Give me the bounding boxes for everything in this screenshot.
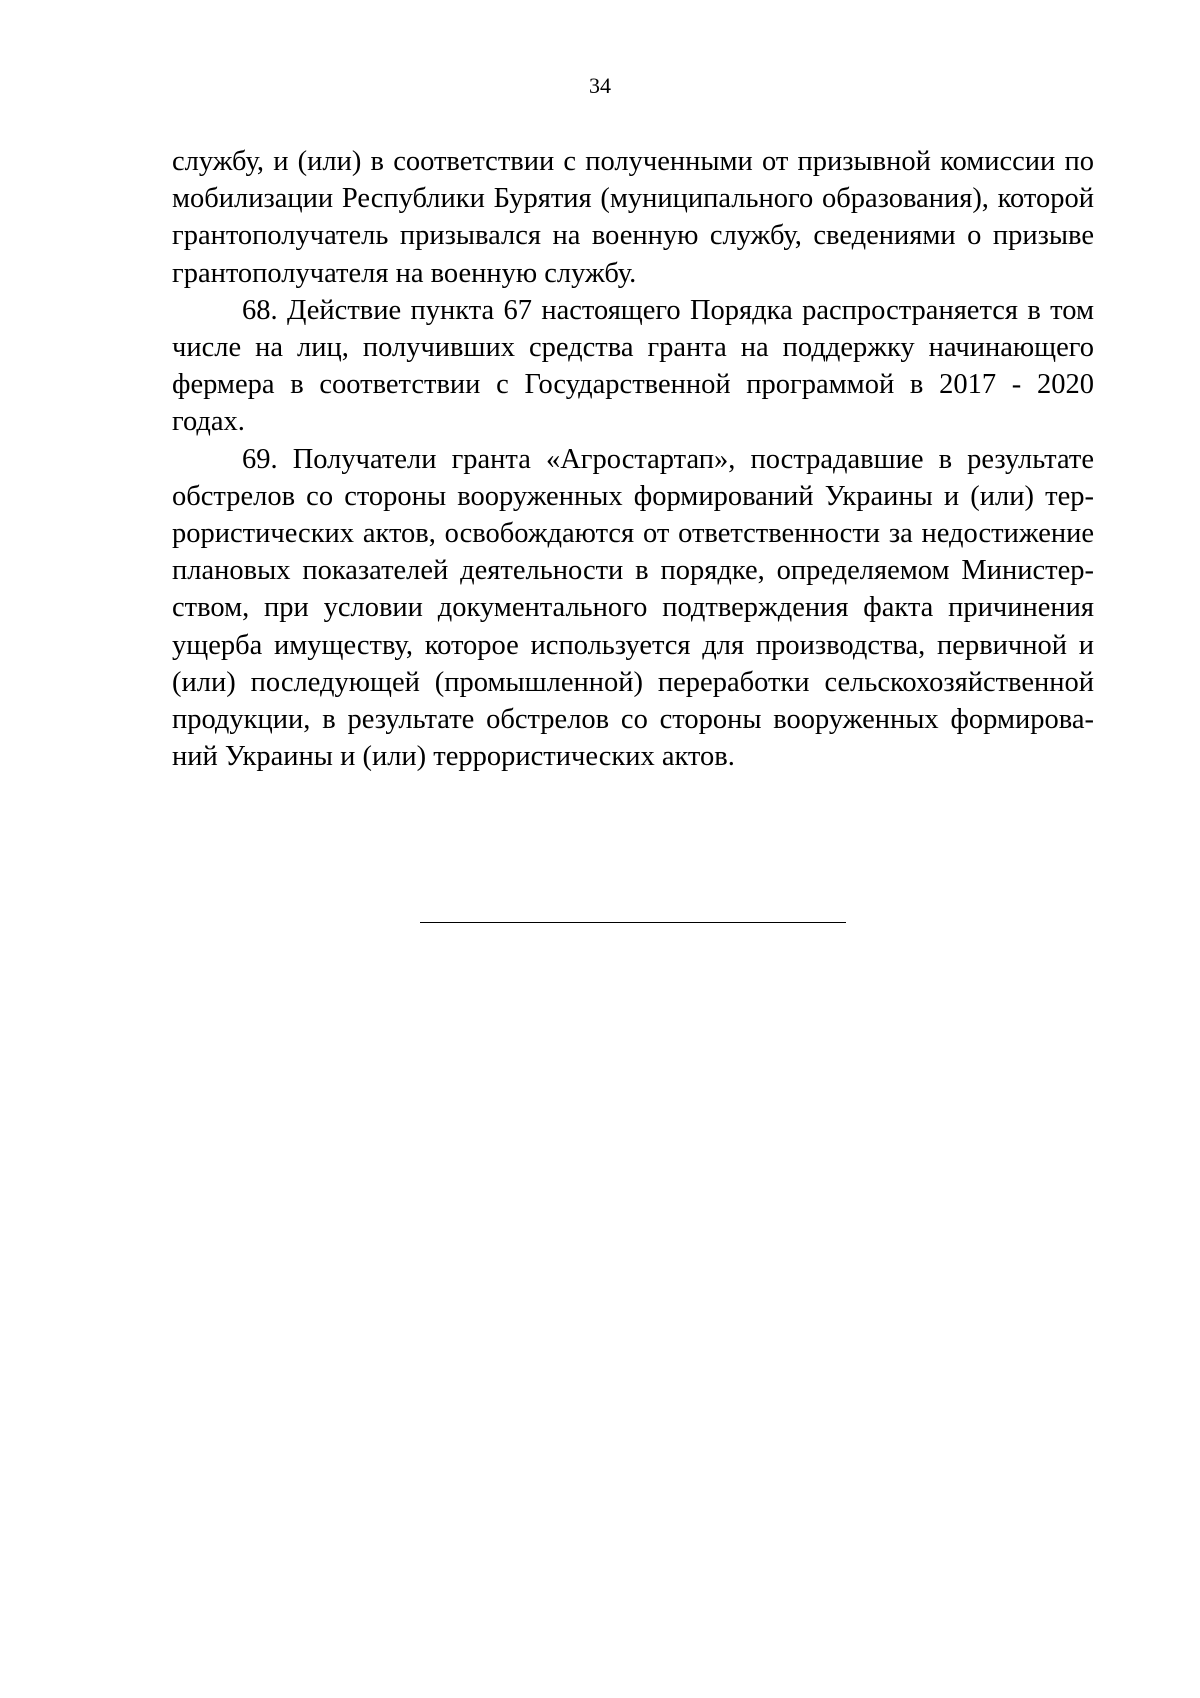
- paragraph-69: 69. Получатели гранта «Агростартап», пострадавшие в результате обстрелов со стороны вооруженных формирований Украины и (или) террористических актов, освобождаются от ответственности за недостижение плановых показателей деятельности в порядке, определяемом Министерством, при условии документального подтверждения факта причинения ущерба имуществу, которое используется для производства, первичной и (или) последующей (промышленной) переработки сельскохозяйственной продукции, в результате обстрелов со стороны вооруженных формирований Украины и (или) террористических актов.: [172, 443, 1094, 773]
- paragraph-68: 68. Действие пункта 67 настоящего Порядка распространяется в том числе на лиц, получивших средства гранта на поддержку начинающего фермера в соответствии с Государственной программой в 2017 - 2020 годах.: [172, 294, 1094, 438]
- end-of-document-rule: [420, 922, 846, 923]
- document-body: [172, 143, 1094, 775]
- page-number: 34: [589, 73, 611, 98]
- paragraph-continuation: службу, и (или) в соответствии с полученными от призывной комиссии по мобилизации Республики Бурятия (муниципального образования), которой грантополучатель призывался на военную службу, сведениями о призыве грантополучателя на военную службу.: [172, 146, 1094, 289]
